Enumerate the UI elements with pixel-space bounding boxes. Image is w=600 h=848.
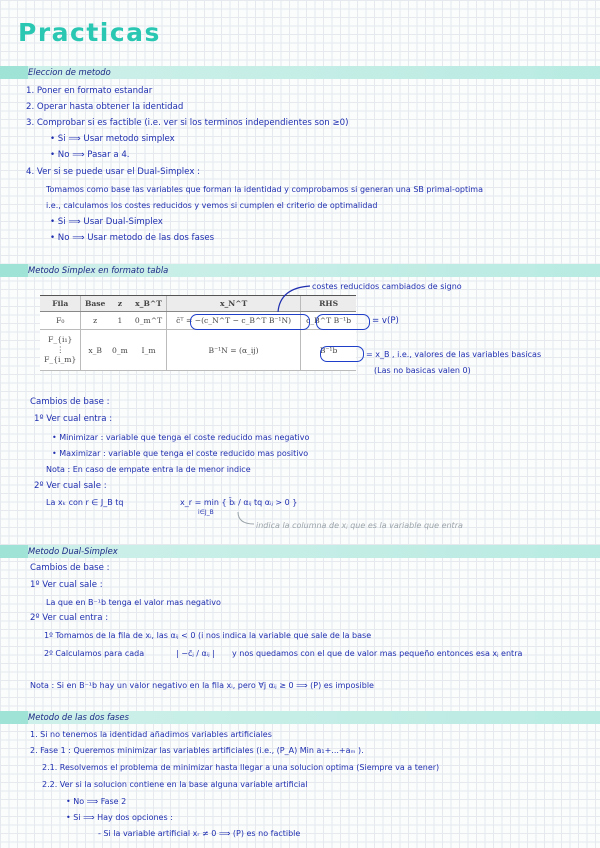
dual-entra-2-post: y nos quedamos con el que de valor mas pequeño entonces esa xⱼ entra [232, 649, 523, 658]
col-header: x_B^T [131, 296, 167, 312]
section-heading-dos-fases: Metodo de las dos fases [28, 712, 129, 722]
fases-step-2-1: 2.1. Resolvemos el problema de minimizar hasta llegar a una solucion optima (Siempre va a tener) [42, 763, 440, 772]
cambios-base-dual: Cambios de base : [30, 563, 110, 573]
step-4: 4. Ver si se puede usar el Dual-Simplex : [26, 167, 201, 177]
fases-no-factible: - Si la variable artificial xᵣ ≠ 0 ⟹ (P) es no factible [98, 829, 301, 838]
cell: 1 [109, 312, 131, 330]
step-1: 1. Poner en formato estandar [26, 86, 153, 96]
dual-entra-2-pre: 2º Calculamos para cada [44, 649, 145, 658]
cell: B⁻¹N = (α_ij) [167, 330, 301, 371]
cell: B⁻¹b [301, 330, 356, 371]
dual-nota: Nota : Si en B⁻¹b hay un valor negativo en la fila xᵢ, pero ∀j αᵢⱼ ≥ 0 ⟹ (P) es imposible [30, 681, 374, 690]
step-4-text-2: i.e., calculamos los costes reducidos y vemos si cumplen el criterio de optimalidad [46, 201, 378, 210]
cell: c̄ᵀ = −(c_N^T − c_B^T B⁻¹N) [167, 312, 301, 330]
cell: 0_m^T [131, 312, 167, 330]
section-heading-dual: Metodo Dual-Simplex [28, 546, 118, 556]
dual-ver-entra: 2º Ver cual entra : [30, 613, 109, 623]
fases-si: • Si ⟹ Hay dos opciones : [66, 813, 173, 822]
highlight-oval [316, 314, 370, 330]
cell: F₀ [40, 312, 81, 330]
cell: x_B [81, 330, 109, 371]
fases-step-2-2: 2.2. Ver si la solucion contiene en la base alguna variable artificial [42, 780, 308, 789]
col-header: x_N^T [167, 296, 301, 312]
cell [40, 330, 81, 371]
table-row [40, 330, 356, 371]
step-2: 2. Operar hasta obtener la identidad [26, 102, 184, 112]
cambios-base: Cambios de base : [30, 397, 110, 407]
step-3: 3. Comprobar si es factible (i.e. ver si los terminos independientes son ≥0) [26, 118, 349, 128]
highlight-oval [190, 314, 310, 330]
page-title: Practicas [18, 18, 161, 47]
highlight-oval [320, 346, 364, 362]
dual-sale-rule: La que en B⁻¹b tenga el valor mas negativo [46, 598, 221, 607]
annotation-v: = v(P) [372, 316, 399, 326]
cell-fila-dots: ⋮ [56, 345, 65, 354]
sale-rule: La xₖ con r ∈ J_B tq [46, 498, 124, 507]
col-header: Fila [40, 296, 81, 312]
col-header: Base [81, 296, 109, 312]
step-3-no: • No ⟹ Pasar a 4. [50, 150, 130, 160]
cell: z [81, 312, 109, 330]
section-heading-eleccion: Eleccion de metodo [28, 67, 111, 77]
arrow-icon [270, 282, 320, 316]
col-header: RHS [301, 296, 356, 312]
ver-entra: 1º Ver cual entra : [34, 414, 113, 424]
cell-fila-bot: F_{i_m} [44, 355, 77, 364]
fases-no: • No ⟹ Fase 2 [66, 797, 127, 806]
minimizar-rule: • Minimizar : variable que tenga el coste reducido mas negativo [52, 433, 310, 442]
step-3-si: • Si ⟹ Usar metodo simplex [50, 134, 175, 144]
dual-ver-sale: 1º Ver cual sale : [30, 580, 103, 590]
dual-entra-1: 1º Tomamos de la fila de xᵢ, las αᵢⱼ < 0 (i nos indica la variable que sale de la base [44, 631, 372, 640]
cell: I_m [131, 330, 167, 371]
section-heading-simplex: Metodo Simplex en formato tabla [28, 265, 169, 275]
nota-empate: Nota : En caso de empate entra la de menor indice [46, 465, 251, 474]
step-4-si: • Si ⟹ Usar Dual-Simplex [50, 217, 163, 227]
annotation-nobasicas: (Las no basicas valen 0) [374, 366, 471, 375]
ver-sale: 2º Ver cual sale : [34, 481, 107, 491]
annotation-columna: indica la columna de xⱼ que es la variable que entra [256, 521, 463, 530]
cell-fila-top: F_{i₁} [48, 335, 73, 344]
col-header: z [109, 296, 131, 312]
cell: c_B^T B⁻¹b [301, 312, 356, 330]
step-4-no: • No ⟹ Usar metodo de las dos fases [50, 233, 215, 243]
step-4-text-1: Tomamos como base las variables que forman la identidad y comprobamos si generan una SB primal-optima [46, 185, 483, 194]
arrow-icon [236, 512, 256, 528]
annotation-xb: = x_B , i.e., valores de las variables basicas [366, 350, 542, 359]
maximizar-rule: • Maximizar : variable que tenga el coste reducido mas positivo [52, 449, 309, 458]
fases-step-2: 2. Fase 1 : Queremos minimizar las variables artificiales (i.e., (P_A) Min a₁+...+aₘ ). [30, 746, 364, 755]
min-ratio-formula: x_r = min { b̄ᵢ / αᵢⱼ tq αᵢⱼ > 0 } [180, 498, 298, 507]
annotation-costes: costes reducidos cambiados de signo [312, 282, 462, 291]
dual-ratio: | −c̄ⱼ / αᵢⱼ | [176, 649, 215, 658]
fases-step-1: 1. Si no tenemos la identidad añadimos variables artificiales [30, 730, 272, 739]
cell: 0_m [109, 330, 131, 371]
min-subscript: i∈J_B [198, 509, 214, 516]
